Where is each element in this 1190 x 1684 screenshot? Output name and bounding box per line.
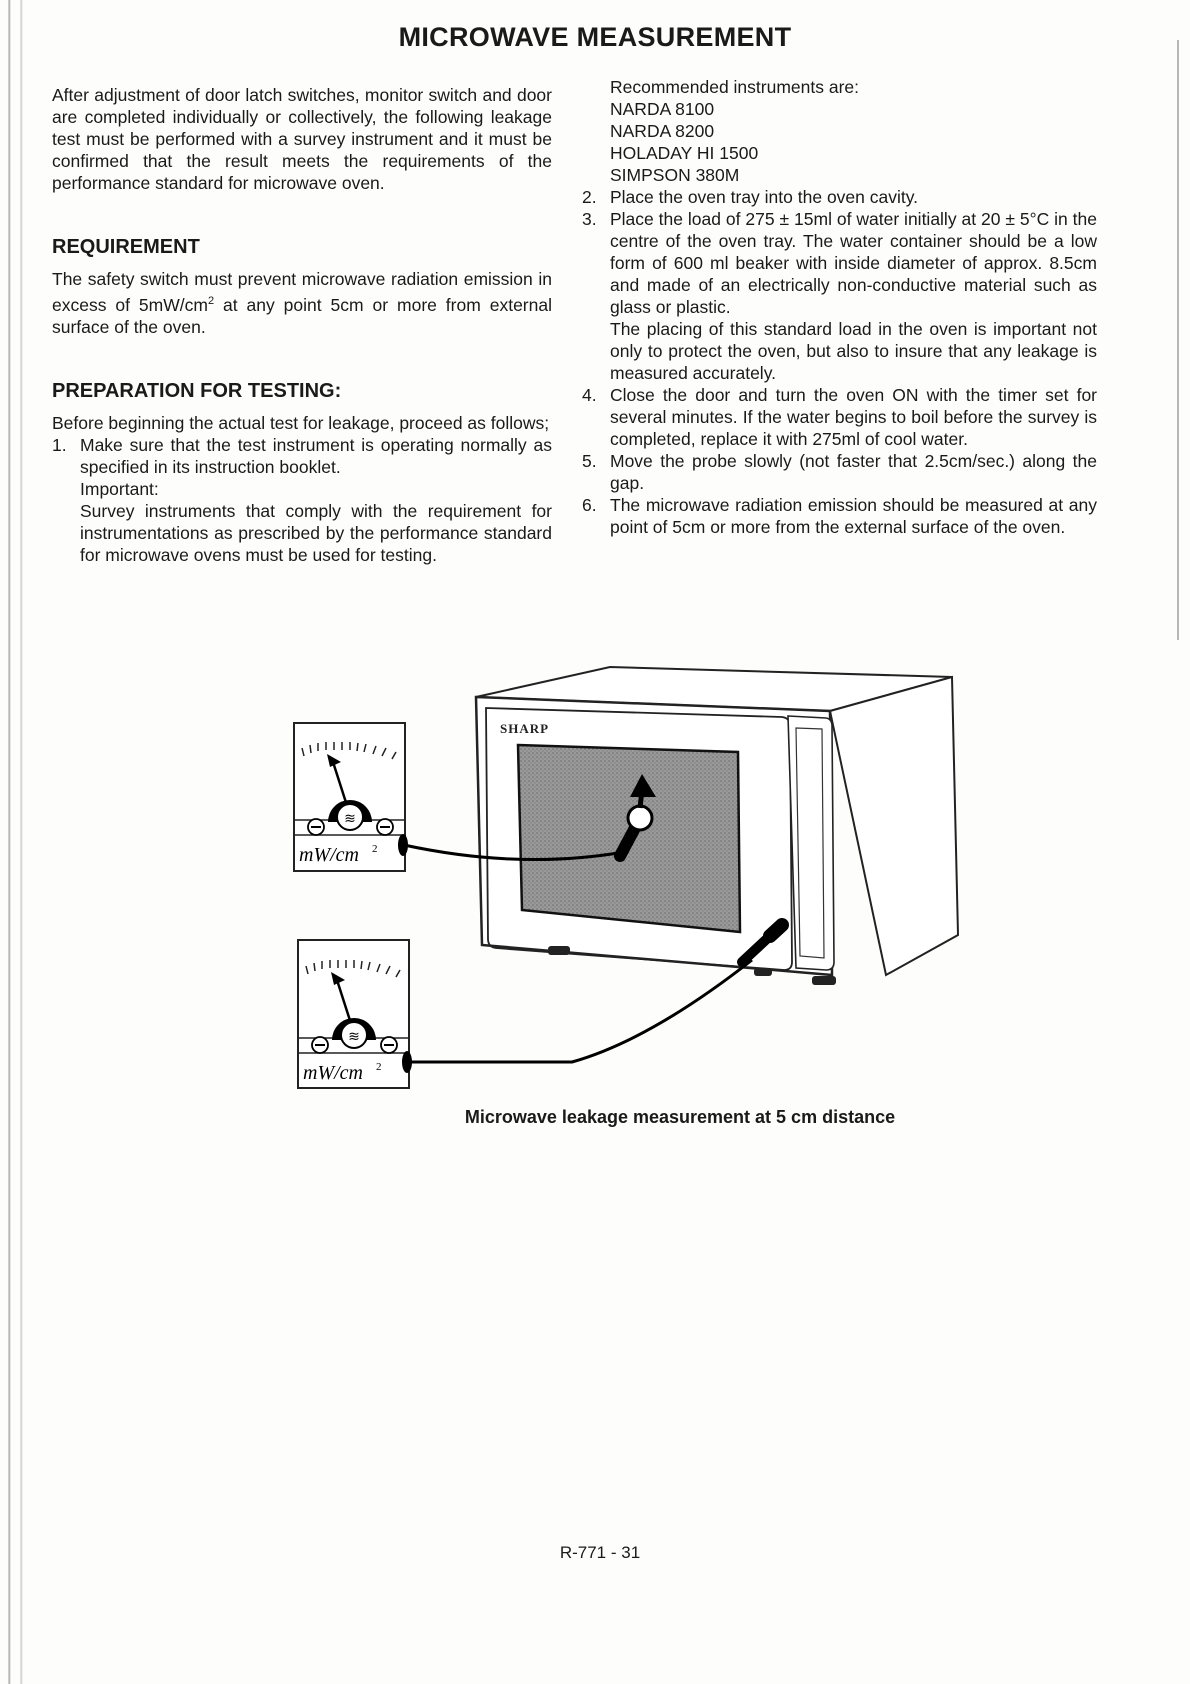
requirement-text-b: at any point 5cm or more from external surface of the oven.: [52, 294, 552, 337]
figure-caption: Microwave leakage measurement at 5 cm distance: [464, 1107, 896, 1127]
requirement-text-a: The safety switch must prevent microwave radiation emission in excess of 5mW/cm: [52, 269, 552, 315]
preparation-heading: PREPARATION FOR TESTING:: [52, 379, 342, 402]
step-number: 3.: [582, 209, 597, 229]
meter-symbol-icon: ≋: [348, 1029, 360, 1045]
microwave-oven-illustration: [476, 667, 958, 985]
page-title: MICROWAVE MEASUREMENT: [398, 22, 792, 52]
step-text: Make sure that the test instrument is operating normally as specified in its instruction booklet.: [80, 434, 552, 477]
probe-cable-lower: [408, 960, 752, 1062]
instrument-item: NARDA 8100: [610, 99, 715, 119]
requirement-superscript: 2: [207, 295, 215, 307]
step-number: 2.: [582, 187, 597, 207]
oven-foot: [812, 976, 836, 985]
step-text: Place the load of 275 ± 15ml of water initially at 20 ± 5°C in the centre of the oven tray. The water container should be a low form of 600 ml beaker with inside diameter of approx. 8.5cm and made of an electrically non-conductive material such as glass or plastic.: [610, 209, 1097, 317]
instrument-item: NARDA 8200: [610, 121, 715, 141]
step-number: 6.: [582, 495, 597, 515]
instrument-item: SIMPSON 380M: [610, 165, 740, 185]
oven-foot: [548, 946, 570, 955]
meter-symbol-icon: ≋: [344, 811, 356, 827]
meter-unit-label: mW/cm: [299, 844, 359, 866]
instrument-list-label: Recommended instruments are:: [610, 77, 859, 97]
step-text: Place the oven tray into the oven cavity.: [610, 187, 919, 207]
step-number: 5.: [582, 451, 597, 471]
intro-paragraph: After adjustment of door latch switches, monitor switch and door are completed individually or collectively, the following leakage test must be performed with a survey instrument and it must be confirmed that the result meets the requirements of the performance standard for microwave oven.: [52, 85, 552, 193]
meter-unit-superscript: 2: [376, 1061, 382, 1073]
instrument-item: HOLADAY HI 1500: [610, 143, 759, 163]
step-number: 4.: [582, 385, 597, 405]
page-footer: R-771 - 31: [559, 1543, 641, 1562]
oven-side: [830, 677, 958, 975]
step-text: The placing of this standard load in the oven is important not only to protect the oven, but also to insure that any leakage is measured accurately.: [610, 319, 1097, 383]
oven-control-panel: [788, 716, 834, 970]
oven-foot: [754, 968, 772, 976]
oven-brand-label: SHARP: [500, 721, 550, 736]
meter-unit-superscript: 2: [372, 843, 378, 855]
preparation-intro: Before beginning the actual test for leakage, proceed as follows;: [52, 412, 550, 433]
step-text: Close the door and turn the oven ON with the timer set for several minutes. If the water begins to boil before the survey is completed, replace it with 275ml of cool water.: [610, 385, 1097, 449]
important-text: Survey instruments that comply with the requirement for instrumentations as prescribed by the performance standard for microwave ovens must be used for testing.: [80, 500, 552, 565]
important-label: Important:: [80, 478, 159, 499]
step-number: 1.: [52, 434, 67, 455]
step-text: The microwave radiation emission should be measured at any point of 5cm or more from the external surface of the oven.: [610, 495, 1097, 537]
meter-unit-label: mW/cm: [303, 1062, 363, 1084]
step-text: Move the probe slowly (not faster that 2.5cm/sec.) along the gap.: [610, 451, 1097, 493]
requirement-heading: REQUIREMENT: [52, 236, 200, 258]
